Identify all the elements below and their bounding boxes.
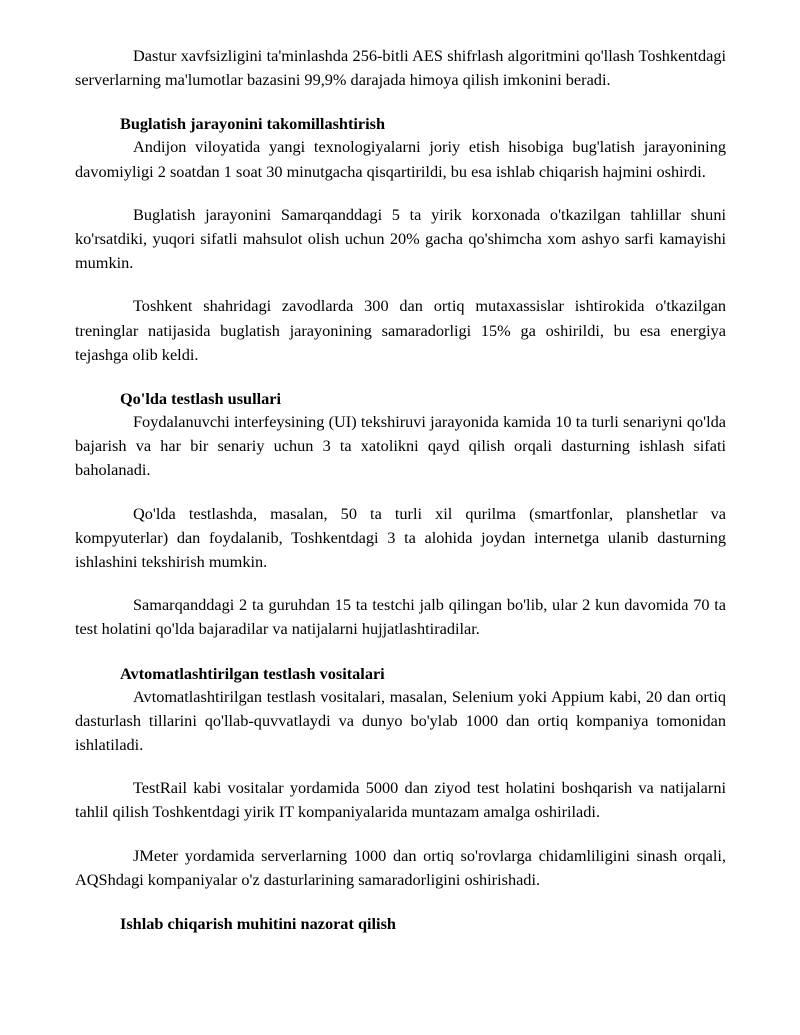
paragraph-testrail: TestRail kabi vositalar yordamida 5000 dan ziyod test holatini boshqarish va natijalarni tahlil qilish Toshkentdagi yirik IT kompaniyalarida muntazam amalga oshiriladi.: [75, 778, 726, 822]
document-page: [75, 44, 726, 935]
heading-production-environment: Ishlab chiqarish muhitini nazorat qilish: [120, 914, 396, 934]
heading-automated-testing: Avtomatlashtirilgan testlash vositalari: [120, 663, 385, 683]
paragraph-samarqand-analysis: Buglatish jarayonini Samarqanddagi 5 ta yirik korxonada o'tkazilgan tahlillar shuni ko'rsatdiki, yuqori sifatli mahsulot olish uchun 20% gacha qo'shimcha xom ashyo sarfi kamayishi mumkin.: [75, 204, 726, 273]
paragraph-device-testing: Qo'lda testlashda, masalan, 50 ta turli xil qurilma (smartfonlar, planshetlar va kompyuterlar) dan foydalanib, Toshkentdagi 3 ta alohida joydan internetga ulanib dasturning ishlashini tekshirish mumkin.: [75, 503, 726, 572]
paragraph-toshkent-training: Toshkent shahridagi zavodlarda 300 dan ortiq mutaxassislar ishtirokida o'tkazilgan treninglar natijasida buglatish jarayonining samaradorligi 15% ga oshirildi, bu esa energiya tejashga olib keldi.: [75, 296, 726, 364]
heading-buglatish: Buglatish jarayonini takomillashtirish: [120, 114, 386, 134]
paragraph-ui-testing: Foydalanuvchi interfeysining (UI) tekshiruvi jarayonida kamida 10 ta turli senariyni qo'lda bajarish va har bir senariy uchun 3 ta xatolikni qayd qilish orqali dasturning ishlash sifati baholanadi.: [75, 412, 726, 480]
paragraph-aes-encryption: Dastur xavfsizligini ta'minlashda 256-bitli AES shifrlash algoritmini qo'llash Toshkentdagi serverlarning ma'lumotlar bazasini 99,9% darajada himoya qilish imkonini beradi.: [75, 46, 726, 90]
paragraph-jmeter: JMeter yordamida serverlarning 1000 dan ortiq so'rovlarga chidamliligini sinash orqali, AQShdagi kompaniyalar o'z dasturlarining samaradorligini oshirishadi.: [75, 845, 726, 889]
heading-manual-testing: Qo'lda testlash usullari: [120, 389, 282, 409]
paragraph-selenium-appium: Avtomatlashtirilgan testlash vositalari, masalan, Selenium yoki Appium kabi, 20 dan ortiq dasturlash tillarini qo'llab-quvvatlaydi va dunyo bo'ylab 1000 dan ortiq kompaniya tomonidan ishlatiladi.: [75, 686, 726, 755]
paragraph-andijon: Andijon viloyatida yangi texnologiyalarni joriy etish hisobiga bug'latish jarayonining davomiyligi 2 soatdan 1 soat 30 minutgacha qisqartirildi, bu esa ishlab chiqarish hajmini oshirdi.: [75, 137, 726, 181]
paragraph-tester-groups: Samarqanddagi 2 ta guruhdan 15 ta testchi jalb qilingan bo'lib, ular 2 kun davomida 70 ta test holatini qo'lda bajaradilar va natijalarni hujjatlashtiradilar.: [75, 595, 726, 639]
